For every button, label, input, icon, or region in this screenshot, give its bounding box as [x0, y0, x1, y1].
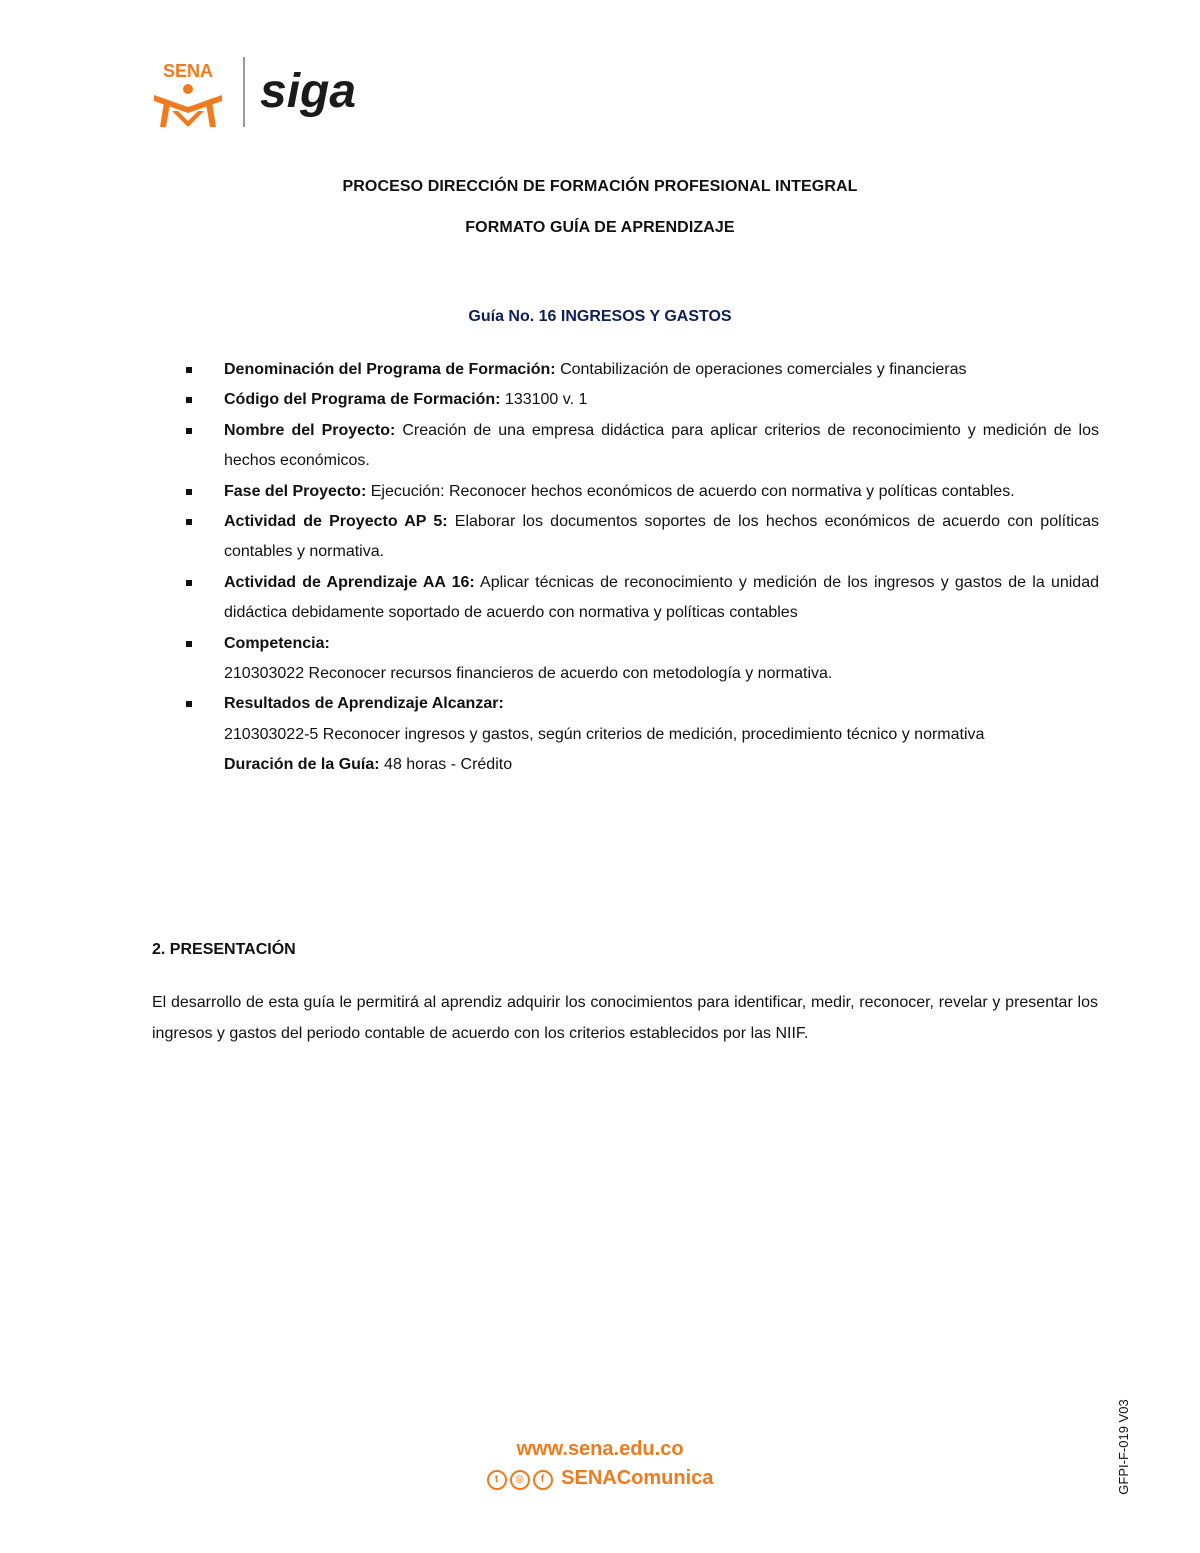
list-item	[184, 355, 1099, 385]
list-item	[184, 385, 1099, 415]
program-code-label: Código del Programa de Formación:	[224, 391, 501, 409]
list-item	[184, 477, 1099, 507]
sena-logo-icon	[148, 55, 228, 130]
learning-activity-label: Actividad de Aprendizaje AA 16:	[224, 573, 475, 591]
guide-details-list	[184, 355, 1099, 781]
results-label: Resultados de Aprendizaje Alcanzar:	[224, 695, 504, 713]
list-item	[184, 568, 1099, 629]
list-item	[184, 629, 1099, 690]
project-name-label: Nombre del Proyecto:	[224, 421, 396, 439]
svg-text:siga: siga	[260, 65, 357, 118]
presentation-heading: 2. PRESENTACIÓN	[152, 941, 296, 958]
list-item	[184, 689, 1099, 750]
bullet-icon	[186, 367, 192, 373]
learning-activity-value: Aplicar técnicas de reconocimiento y medición de los ingresos y gastos de la unidad didáctica debidamente soportado de acuerdo con normativa y políticas contables	[224, 573, 1100, 622]
header-logo	[148, 55, 388, 130]
footer-social	[0, 1467, 1200, 1490]
competence-value: 210303022 Reconocer recursos financieros de acuerdo con metodología y normativa.	[224, 665, 833, 683]
guide-title: Guía No. 16 INGRESOS Y GASTOS	[468, 308, 732, 325]
bullet-icon	[186, 580, 192, 586]
presentation-body: El desarrollo de esta guía le permitirá al aprendiz adquirir los conocimientos para identificar, medir, reconocer, revelar y presentar los ingresos y gastos del periodo contable de acuerdo con los criterios establecidos por las NIIF.	[152, 994, 1098, 1042]
project-activity-label: Actividad de Proyecto AP 5:	[224, 513, 448, 531]
siga-logo-icon	[258, 63, 388, 123]
facebook-icon[interactable]: f	[533, 1470, 553, 1490]
results-value: 210303022-5 Reconocer ingresos y gastos, según criterios de medición, procedimiento técnico y normativa	[224, 725, 985, 743]
logo-divider	[243, 57, 245, 127]
bullet-icon	[186, 519, 192, 525]
bullet-icon	[186, 641, 192, 647]
twitter-icon[interactable]: t	[487, 1470, 507, 1490]
footer-website-link[interactable]: www.sena.edu.co	[516, 1438, 684, 1460]
bullet-icon	[186, 489, 192, 495]
bullet-icon	[186, 397, 192, 403]
process-title: PROCESO DIRECCIÓN DE FORMACIÓN PROFESIONAL INTEGRAL	[342, 178, 858, 195]
competence-label: Competencia:	[224, 634, 330, 652]
project-phase-label: Fase del Proyecto:	[224, 482, 367, 500]
project-name-value: Creación de una empresa didáctica para aplicar criterios de reconocimiento y medición de los hechos económicos.	[224, 421, 1099, 470]
list-item	[184, 416, 1099, 477]
bullet-icon	[186, 428, 192, 434]
bullet-icon	[186, 701, 192, 707]
format-title: FORMATO GUÍA DE APRENDIZAJE	[465, 219, 735, 236]
project-activity-value: Elaborar los documentos soportes de los hechos económicos de acuerdo con políticas contables y normativa.	[224, 513, 1099, 561]
program-name-value: Contabilización de operaciones comerciales y financieras	[555, 361, 967, 378]
svg-text:SENA: SENA	[162, 61, 214, 81]
duration-line	[184, 750, 1099, 780]
instagram-icon[interactable]: ◎	[510, 1470, 530, 1490]
duration-value: 48 horas - Crédito	[379, 756, 513, 774]
duration-label: Duración de la Guía:	[224, 756, 380, 774]
social-handle[interactable]: SENAComunica	[561, 1467, 714, 1489]
document-code: GFPI-F-019 V03	[1116, 1399, 1131, 1495]
project-phase-value: Ejecución: Reconocer hechos económicos de acuerdo con normativa y políticas contables.	[366, 482, 1015, 500]
list-item	[184, 507, 1099, 568]
program-name-label: Denominación del Programa de Formación:	[224, 361, 556, 378]
program-code-value: 133100 v. 1	[500, 391, 588, 409]
